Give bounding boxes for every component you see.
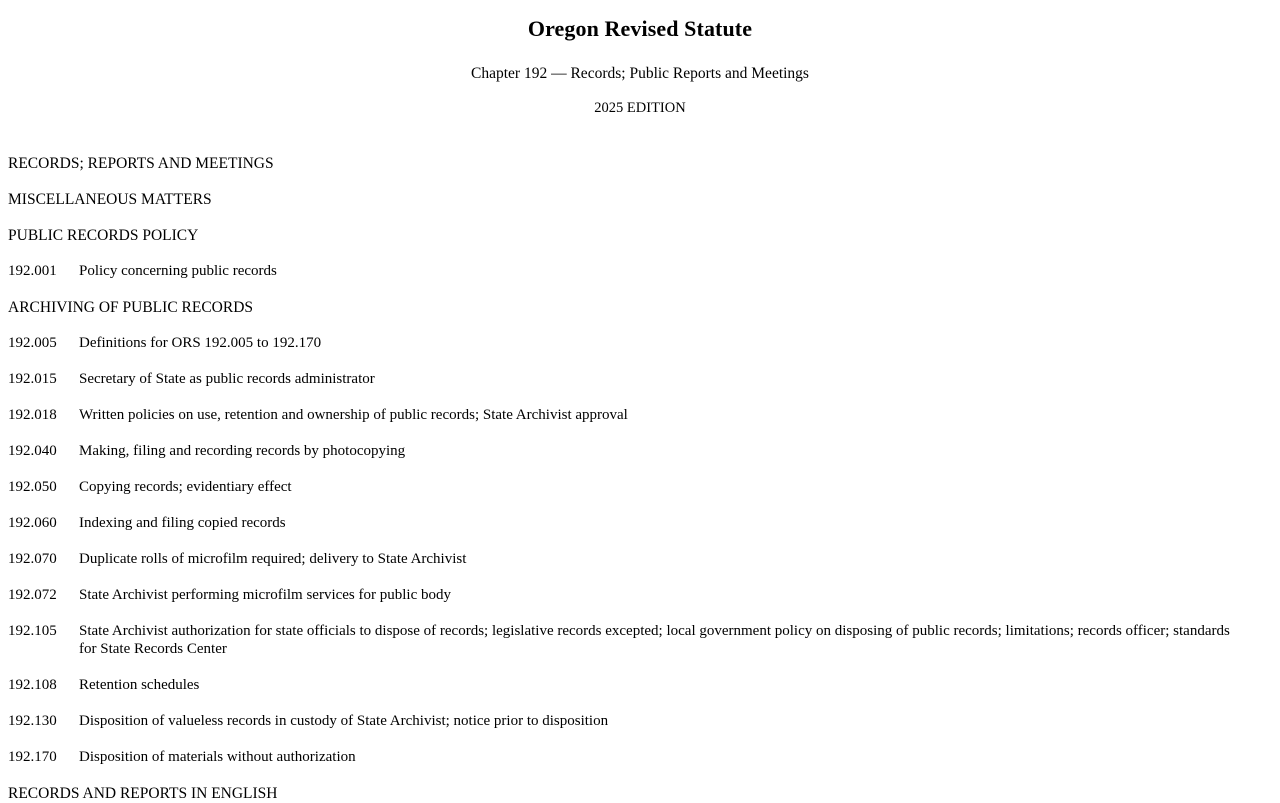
statute-title: Definitions for ORS 192.005 to 192.170 [79, 335, 322, 351]
statute-index-row[interactable] [8, 478, 1272, 496]
section-group-heading: ARCHIVING OF PUBLIC RECORDS [8, 299, 254, 316]
statute-index-list [8, 154, 1272, 803]
section-group-heading: PUBLIC RECORDS POLICY [8, 227, 199, 244]
statute-index-row[interactable] [8, 370, 1272, 388]
statute-title: Policy concerning public records [79, 263, 277, 279]
statute-title: Disposition of valueless records in custody of State Archivist; notice prior to disposition [79, 713, 609, 729]
statute-title: Copying records; evidentiary effect [79, 479, 292, 495]
statute-title: Indexing and filing copied records [79, 515, 286, 531]
statute-number: 192.105 [8, 623, 57, 639]
statute-index-row[interactable] [8, 622, 1272, 658]
statute-index-row[interactable] [8, 262, 1272, 280]
statute-index-row[interactable] [8, 676, 1272, 694]
statute-title: Disposition of materials without authorization [79, 749, 356, 765]
statute-title: Secretary of State as public records administrator [79, 371, 375, 387]
statute-index-row[interactable] [8, 712, 1272, 730]
statute-index-row[interactable] [8, 442, 1272, 460]
statute-number: 192.050 [8, 479, 57, 495]
statute-index-row[interactable] [8, 550, 1272, 568]
statute-number: 192.072 [8, 587, 57, 603]
statute-number: 192.130 [8, 713, 57, 729]
statute-title: Retention schedules [79, 677, 200, 693]
statute-index-row[interactable] [8, 334, 1272, 352]
statute-number: 192.108 [8, 677, 57, 693]
statute-index-row[interactable] [8, 586, 1272, 604]
statute-number: 192.170 [8, 749, 57, 765]
statute-number: 192.005 [8, 335, 57, 351]
statute-title: Duplicate rolls of microfilm required; delivery to State Archivist [79, 551, 467, 567]
section-group-heading: MISCELLANEOUS MATTERS [8, 191, 212, 208]
document-masthead [8, 0, 1272, 118]
statute-number: 192.018 [8, 407, 57, 423]
statute-title: Written policies on use, retention and ownership of public records; State Archivist approval [79, 407, 628, 423]
section-group-heading: RECORDS AND REPORTS IN ENGLISH [8, 785, 278, 802]
edition-label: 2025 EDITION [594, 100, 686, 116]
statute-title: State Archivist authorization for state officials to dispose of records; legislative records excepted; local government policy on disposing of public records; limitations; records officer; standards for State Records Center [79, 623, 1230, 657]
statute-title: Making, filing and recording records by photocopying [79, 443, 406, 459]
statute-index-row[interactable] [8, 514, 1272, 532]
statute-title: State Archivist performing microfilm services for public body [79, 587, 451, 603]
statute-number: 192.070 [8, 551, 57, 567]
statute-number: 192.040 [8, 443, 57, 459]
statute-index-row[interactable] [8, 406, 1272, 424]
statute-index-row[interactable] [8, 748, 1272, 766]
section-group-heading: RECORDS; REPORTS AND MEETINGS [8, 155, 274, 172]
statute-number: 192.015 [8, 371, 57, 387]
statute-number: 192.060 [8, 515, 57, 531]
page-title: Oregon Revised Statute [527, 16, 753, 41]
statute-number: 192.001 [8, 263, 57, 279]
chapter-subtitle: Chapter 192 — Records; Public Reports and Meetings [471, 65, 809, 82]
